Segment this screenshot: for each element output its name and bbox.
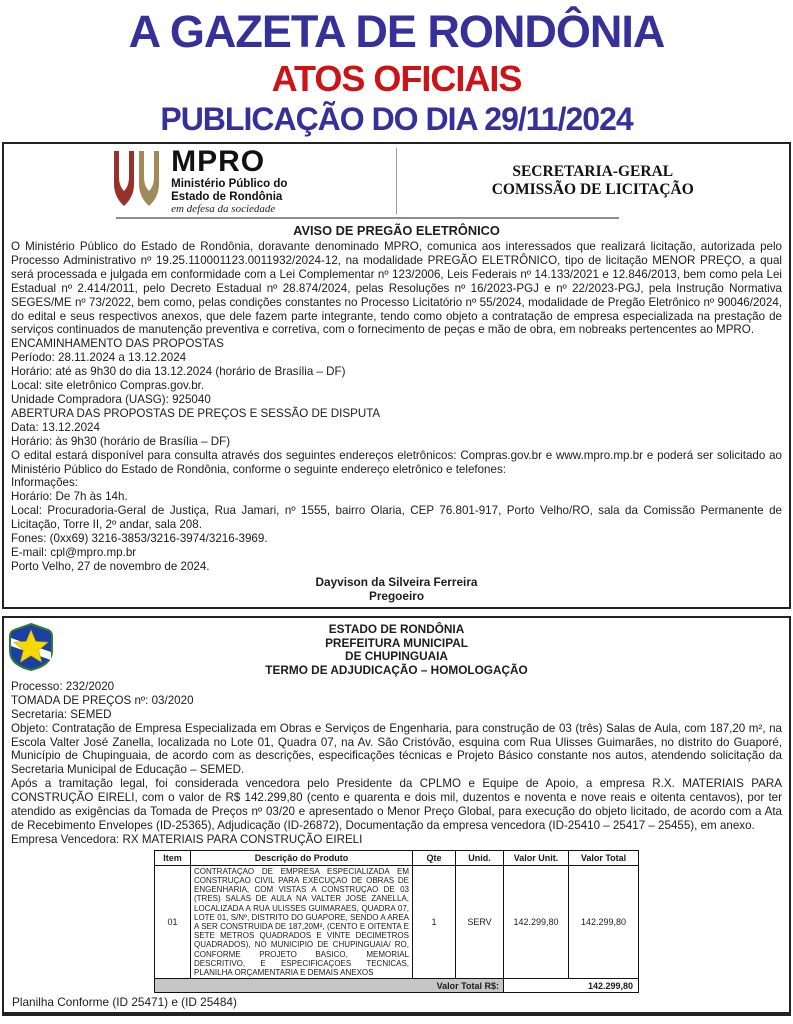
award-paragraph: Após a tramitação legal, foi considerada vencedora pelo Presidente da CPLMO e Equipe de Apoio, a empresa R.X. MATERIAIS PARA CONSTRUÇÃO EIRELI, com o valor de R$ 142.299,80 (cento e quarenta e dois mil, duzentos e noventa e nove reais e oitenta centavos), por ter atendido as exigências da Tomada de Preços nº 03/20 e apresentado o Menor Preço Global, para execução do objeto licitado, de acordo com a Ata de Recebimento Envelopes (ID-25365), Adjudicação (ID-26872), Documentação da empresa vencedora (ID-25410 – 25417 – 25455), em anexo. <box>11 777 782 832</box>
mpro-logo-text <box>171 144 288 216</box>
header-divider-rule <box>116 217 619 219</box>
total-value: 142.299,80 <box>504 979 639 993</box>
secretariat-block <box>397 148 790 214</box>
col-header-item: Item <box>155 850 191 865</box>
chupinguaia-notice-box <box>2 616 791 1017</box>
mpro-notice-header <box>4 144 789 216</box>
masthead <box>0 0 793 135</box>
notice-line: Unidade Compradora (UASG): 925040 <box>11 392 211 406</box>
mpro-shield-icon <box>112 150 162 213</box>
header-line: ESTADO DE RONDÔNIA <box>328 621 465 636</box>
header-line: PREFEITURA MUNICIPAL <box>325 635 468 650</box>
auction-notice-body <box>4 238 789 574</box>
col-header-valor-total: Valor Total <box>569 850 639 865</box>
notice-line: ABERTURA DAS PROPOSTAS DE PREÇOS E SESSÃO DE DISPUTA <box>11 406 381 420</box>
notice-line: Horário: De 7h às 14h. <box>11 490 128 504</box>
signer-name: Dayvison da Silveira Ferreira <box>315 574 478 589</box>
object-paragraph: Objeto: Contratação de Empresa Especializada em Obras e Serviços de Engenharia, para construção de 03 (três) Salas de Aula, com 187,20 m², na Escola Valter José Zanella, localizada no Lote 01, Quadra 07, na Av. São Cristóvão, esquina com Rua Ulisses Guimarães, no distrito do Guaporé, Município de Chupinguaia, de acordo com as descrições, especificações técnicas e Projeto Básico constante nos autos, atendendo solicitação da Secretaria Municipal de Educação – SEMED. <box>11 721 782 777</box>
cell-qte: 1 <box>413 865 456 978</box>
secretariat-line1: SECRETARIA-GERAL <box>512 163 674 181</box>
mpro-acronym: MPRO <box>171 144 266 178</box>
cell-valor-unit: 142.299,80 <box>504 865 569 978</box>
notice-line: Período: 28.11.2024 a 13.12.2024 <box>11 351 187 365</box>
signer-role: Pregoeiro <box>368 589 425 604</box>
chupinguaia-header <box>11 623 782 678</box>
header-line: DE CHUPINGUAIA <box>345 649 448 664</box>
process-line: Processo: 232/2020 <box>11 679 115 693</box>
notice-line: Fones: (0xx69) 3216-3853/3216-3974/3216-3969. <box>11 532 268 546</box>
bidding-line: TOMADA DE PREÇOS nº: 03/2020 <box>11 693 194 707</box>
cell-descricao: CONTRATAÇAO DE EMPRESA ESPECIALIZADA EM CONSTRUÇAO CIVIL PARA EXECUÇAO DE OBRAS DE ENGENHARIA, COM VISTAS A CONSTRUÇAO DE 03 (TRES) SALAS DE AULA NA VALTER JOSE ZANELLA, LOCALIZADA A RUA ULISSES GUIMARAES, QUADRA 07, LOTE 01, S/Nº, DISTRITO DO GUAPORE, SENDO A AREA A SER CONSTRUIDA DE 187,20M², (CENTO E OITENTA E SETE METROS QUADRADOS E VINTE DECIMETROS QUADRADOS), NO MUNICIPIO DE CHUPINGUAIA/ RO, CONFORME PROJETO BASICO, MEMORIAL DESCRITIVO, E ESPECIFICAÇOES TECNICAS, PLANILHA ORÇAMENTARIA E DEMAIS ANEXOS <box>191 865 413 978</box>
col-header-qte: Qte <box>413 850 456 865</box>
mpro-org-line1: Ministério Público do <box>171 177 288 190</box>
cell-valor-total: 142.299,80 <box>569 865 639 978</box>
adjudication-body <box>11 680 782 847</box>
col-header-unid: Unid. <box>456 850 504 865</box>
notice-paragraph: O edital estará disponível para consulta através dos seguintes endereços eletrônicos: Compras.gov.br e www.mpro.mp.br e poderá ser solicitado ao Ministério Público do Estado de Rondônia, conforme o seguinte endereço eletrônico e telefones: <box>11 448 782 476</box>
spreadsheet-footnote: Planilha Conforme (ID 25471) e (ID 25484) <box>12 995 237 1010</box>
col-header-descricao: Descrição do Produto <box>191 850 413 865</box>
secretariat-line2: COMISSÃO DE LICITAÇÃO <box>491 181 694 198</box>
gazette-subtitle: ATOS OFICIAIS <box>271 58 522 99</box>
notice-line: Horário: até as 9h30 do dia 13.12.2024 (horário de Brasília – DF) <box>11 365 346 379</box>
mpro-org-line2: Estado de Rondônia <box>171 191 283 203</box>
winner-line: Empresa Vencedora: RX MATERIAIS PARA CONSTRUÇÃO EIRELI <box>11 832 363 846</box>
notice-line: ENCAMINHAMENTO DAS PROPOSTAS <box>11 337 224 351</box>
secretariat-line: Secretaria: SEMED <box>11 707 112 721</box>
total-label: Valor Total R$: <box>155 979 504 993</box>
adjudication-table <box>154 850 639 993</box>
table-total-row <box>155 979 639 993</box>
mpro-motto: em defesa da sociedade <box>171 203 276 216</box>
cell-item: 01 <box>155 865 191 978</box>
notice-line: Porto Velho, 27 de novembro de 2024. <box>11 559 210 573</box>
notice-line: Local: site eletrônico Compras.gov.br. <box>11 379 205 393</box>
gazette-title: A GAZETA DE RONDÔNIA <box>128 6 665 57</box>
chupinguaia-coat-of-arms-icon <box>7 622 55 677</box>
notice-paragraph: O Ministério Público do Estado de Rondônia, doravante denominado MPRO, comunica aos interessados que realizará licitação, autorizada pelo Processo Administrativo nº 19.25.110001123.0011932/2024-12, na modalidade PREGÃO ELETRÔNICO, tipo de licitação MENOR PREÇO, a qual será processada e julgada em conformidade com a Lei Complementar nº 123/2006, Leis Federais nº 14.133/2021 e 12.846/2013, bem como pela Lei Estadual nº 2.414/2011, pelo Decreto Estadual nº 28.874/2024, pelas Resoluções nº 16/2023-PGJ e nº 22/2023-PGJ, pela Instrução Normativa SEGES/ME nº 73/2022, bem como, pelas condições constantes no Processo Licitatório nº 55/2024, modalidade de Pregão Eletrônico nº 90046/2024, do edital e seus respectivos anexos, que dele fazem parte integrante, tendo como objeto a contratação de empresa especializada na prestação de serviços continuados de manutenção preventiva e corretiva, com o fornecimento de peças e mão de obra, em nobreaks pertencentes ao MPRO. <box>11 240 782 337</box>
notice-line: Data: 13.12.2024 <box>11 420 100 434</box>
cell-unid: SERV <box>456 865 504 978</box>
table-row <box>155 865 639 978</box>
notice-paragraph: Local: Procuradoria-Geral de Justiça, Rua Jamari, nº 1555, bairro Olaria, CEP 76.801-917, Porto Velho/RO, sala da Comissão Permanente de Licitação, Torre II, 2º andar, sala 208. <box>11 504 782 532</box>
notice-line: Horário: às 9h30 (horário de Brasília – DF) <box>11 434 231 448</box>
notice-line: Informações: <box>11 476 79 490</box>
mpro-logo-block <box>4 144 397 216</box>
mpro-notice-box <box>2 142 791 609</box>
header-line: TERMO DE ADJUDICAÇÃO – HOMOLOGAÇÃO <box>265 663 528 678</box>
col-header-valor-unit: Valor Unit. <box>504 850 569 865</box>
table-header-row <box>155 850 639 865</box>
auction-notice-title: AVISO DE PREGÃO ELETRÔNICO <box>293 223 500 238</box>
publication-dateline: PUBLICAÇÃO DO DIA 29/11/2024 <box>160 101 633 137</box>
notice-line: E-mail: cpl@mpro.mp.br <box>11 545 137 559</box>
signature-block <box>4 575 789 604</box>
